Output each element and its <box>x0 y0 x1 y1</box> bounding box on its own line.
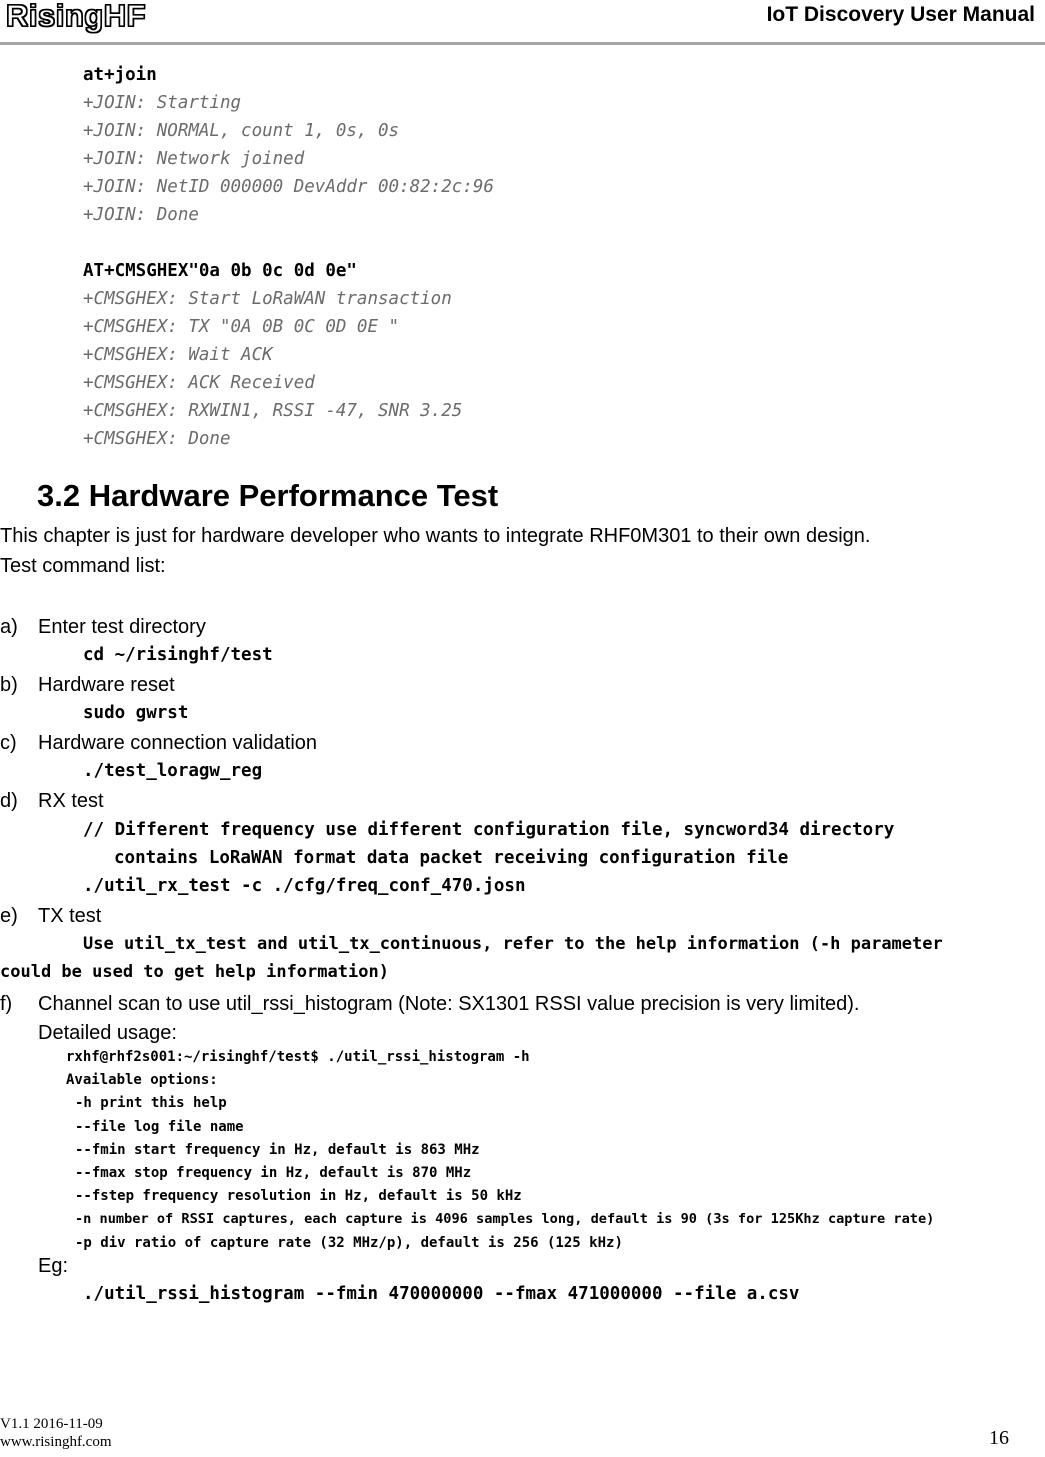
console-spacer <box>83 229 983 257</box>
console-line: +CMSGHEX: Start LoRaWAN transaction <box>83 289 452 309</box>
usage-line: Available options: <box>66 1072 218 1089</box>
list-marker: b) <box>0 674 18 696</box>
console-line: at+join <box>83 65 157 85</box>
footer-version: V1.1 2016-11-09 <box>0 1416 103 1432</box>
list-item-label: Enter test directory <box>38 616 206 638</box>
list-item-label: Hardware connection validation <box>38 732 318 754</box>
usage-help-output <box>66 1046 934 1255</box>
console-line: +CMSGHEX: TX "0A 0B 0C 0D 0E " <box>83 317 400 337</box>
rx-comment-line-1: // Different frequency use different configuration file, syncword34 directory <box>83 820 895 840</box>
console-line: +JOIN: NORMAL, count 1, 0s, 0s <box>83 121 400 141</box>
command-cd: cd ~/risinghf/test <box>83 645 273 665</box>
example-command: ./util_rssi_histogram --fmin 470000000 --fmax 471000000 --file a.csv <box>83 1284 800 1304</box>
list-item-e <box>0 904 101 928</box>
list-item-d <box>0 789 104 813</box>
usage-line: rxhf@rhf2s001:~/risinghf/test$ ./util_rssi_histogram -h <box>66 1049 530 1065</box>
list-item-label: Hardware reset <box>38 674 175 696</box>
usage-line: --fmax stop frequency in Hz, default is 870 MHz <box>75 1164 472 1181</box>
usage-label: Detailed usage: <box>38 1022 177 1044</box>
console-transcript <box>83 61 983 453</box>
section-title: 3.2 Hardware Performance Test <box>37 478 499 513</box>
console-line: +JOIN: Network joined <box>83 149 305 169</box>
console-line: +CMSGHEX: ACK Received <box>83 373 315 393</box>
command-gwrst: sudo gwrst <box>83 703 189 723</box>
list-item-label: Channel scan to use util_rssi_histogram (Note: SX1301 RSSI value precision is very limited). <box>38 993 860 1015</box>
list-item-f <box>0 992 859 1016</box>
page-number: 16 <box>989 1427 1009 1449</box>
list-item-label: RX test <box>38 790 104 812</box>
usage-line: -n number of RSSI captures, each capture is 4096 samples long, default is 90 (3s for 125Khz capture rate) <box>75 1211 935 1228</box>
footer-url: www.risinghf.com <box>0 1434 112 1450</box>
page-header <box>0 0 1045 46</box>
list-marker: e) <box>0 905 18 927</box>
section-intro: This chapter is just for hardware developer who wants to integrate RHF0M301 to their own design. <box>0 525 871 547</box>
rx-comment-line-2: contains LoRaWAN format data packet receiving configuration file <box>114 848 789 868</box>
brand-logo: RisingHF <box>6 0 147 33</box>
usage-line: -h print this help <box>75 1095 227 1112</box>
list-marker: d) <box>0 790 18 812</box>
list-marker: f) <box>0 993 13 1015</box>
list-marker: a) <box>0 616 18 638</box>
header-divider <box>0 42 1045 45</box>
console-line: +JOIN: NetID 000000 DevAddr 00:82:2c:96 <box>83 177 494 197</box>
example-label: Eg: <box>38 1255 69 1277</box>
console-line: +CMSGHEX: Wait ACK <box>83 345 273 365</box>
command-rx-test: ./util_rx_test -c ./cfg/freq_conf_470.josn <box>83 876 526 896</box>
list-intro: Test command list: <box>0 555 166 577</box>
console-line: +JOIN: Done <box>83 205 199 225</box>
console-line: AT+CMSGHEX"0a 0b 0c 0d 0e" <box>83 261 357 281</box>
list-item-label: TX test <box>38 905 102 927</box>
usage-line: --fmin start frequency in Hz, default is 863 MHz <box>75 1141 480 1158</box>
tx-note-line-2: could be used to get help information) <box>0 962 389 982</box>
list-item-a <box>0 615 206 639</box>
usage-line: -p div ratio of capture rate (32 MHz/p), default is 256 (125 kHz) <box>75 1234 623 1251</box>
console-line: +CMSGHEX: RXWIN1, RSSI -47, SNR 3.25 <box>83 401 463 421</box>
command-test-reg: ./test_loragw_reg <box>83 761 263 781</box>
usage-line: --file log file name <box>75 1118 244 1135</box>
console-line: +JOIN: Starting <box>83 93 242 113</box>
console-line: +CMSGHEX: Done <box>83 429 231 449</box>
tx-note-line-1: Use util_tx_test and util_tx_continuous, refer to the help information (-h parameter <box>83 934 943 954</box>
usage-line: --fstep frequency resolution in Hz, default is 50 kHz <box>75 1188 522 1205</box>
list-item-b <box>0 673 175 697</box>
document-title: IoT Discovery User Manual <box>766 3 1035 26</box>
list-marker: c) <box>0 732 17 754</box>
list-item-c <box>0 731 317 755</box>
